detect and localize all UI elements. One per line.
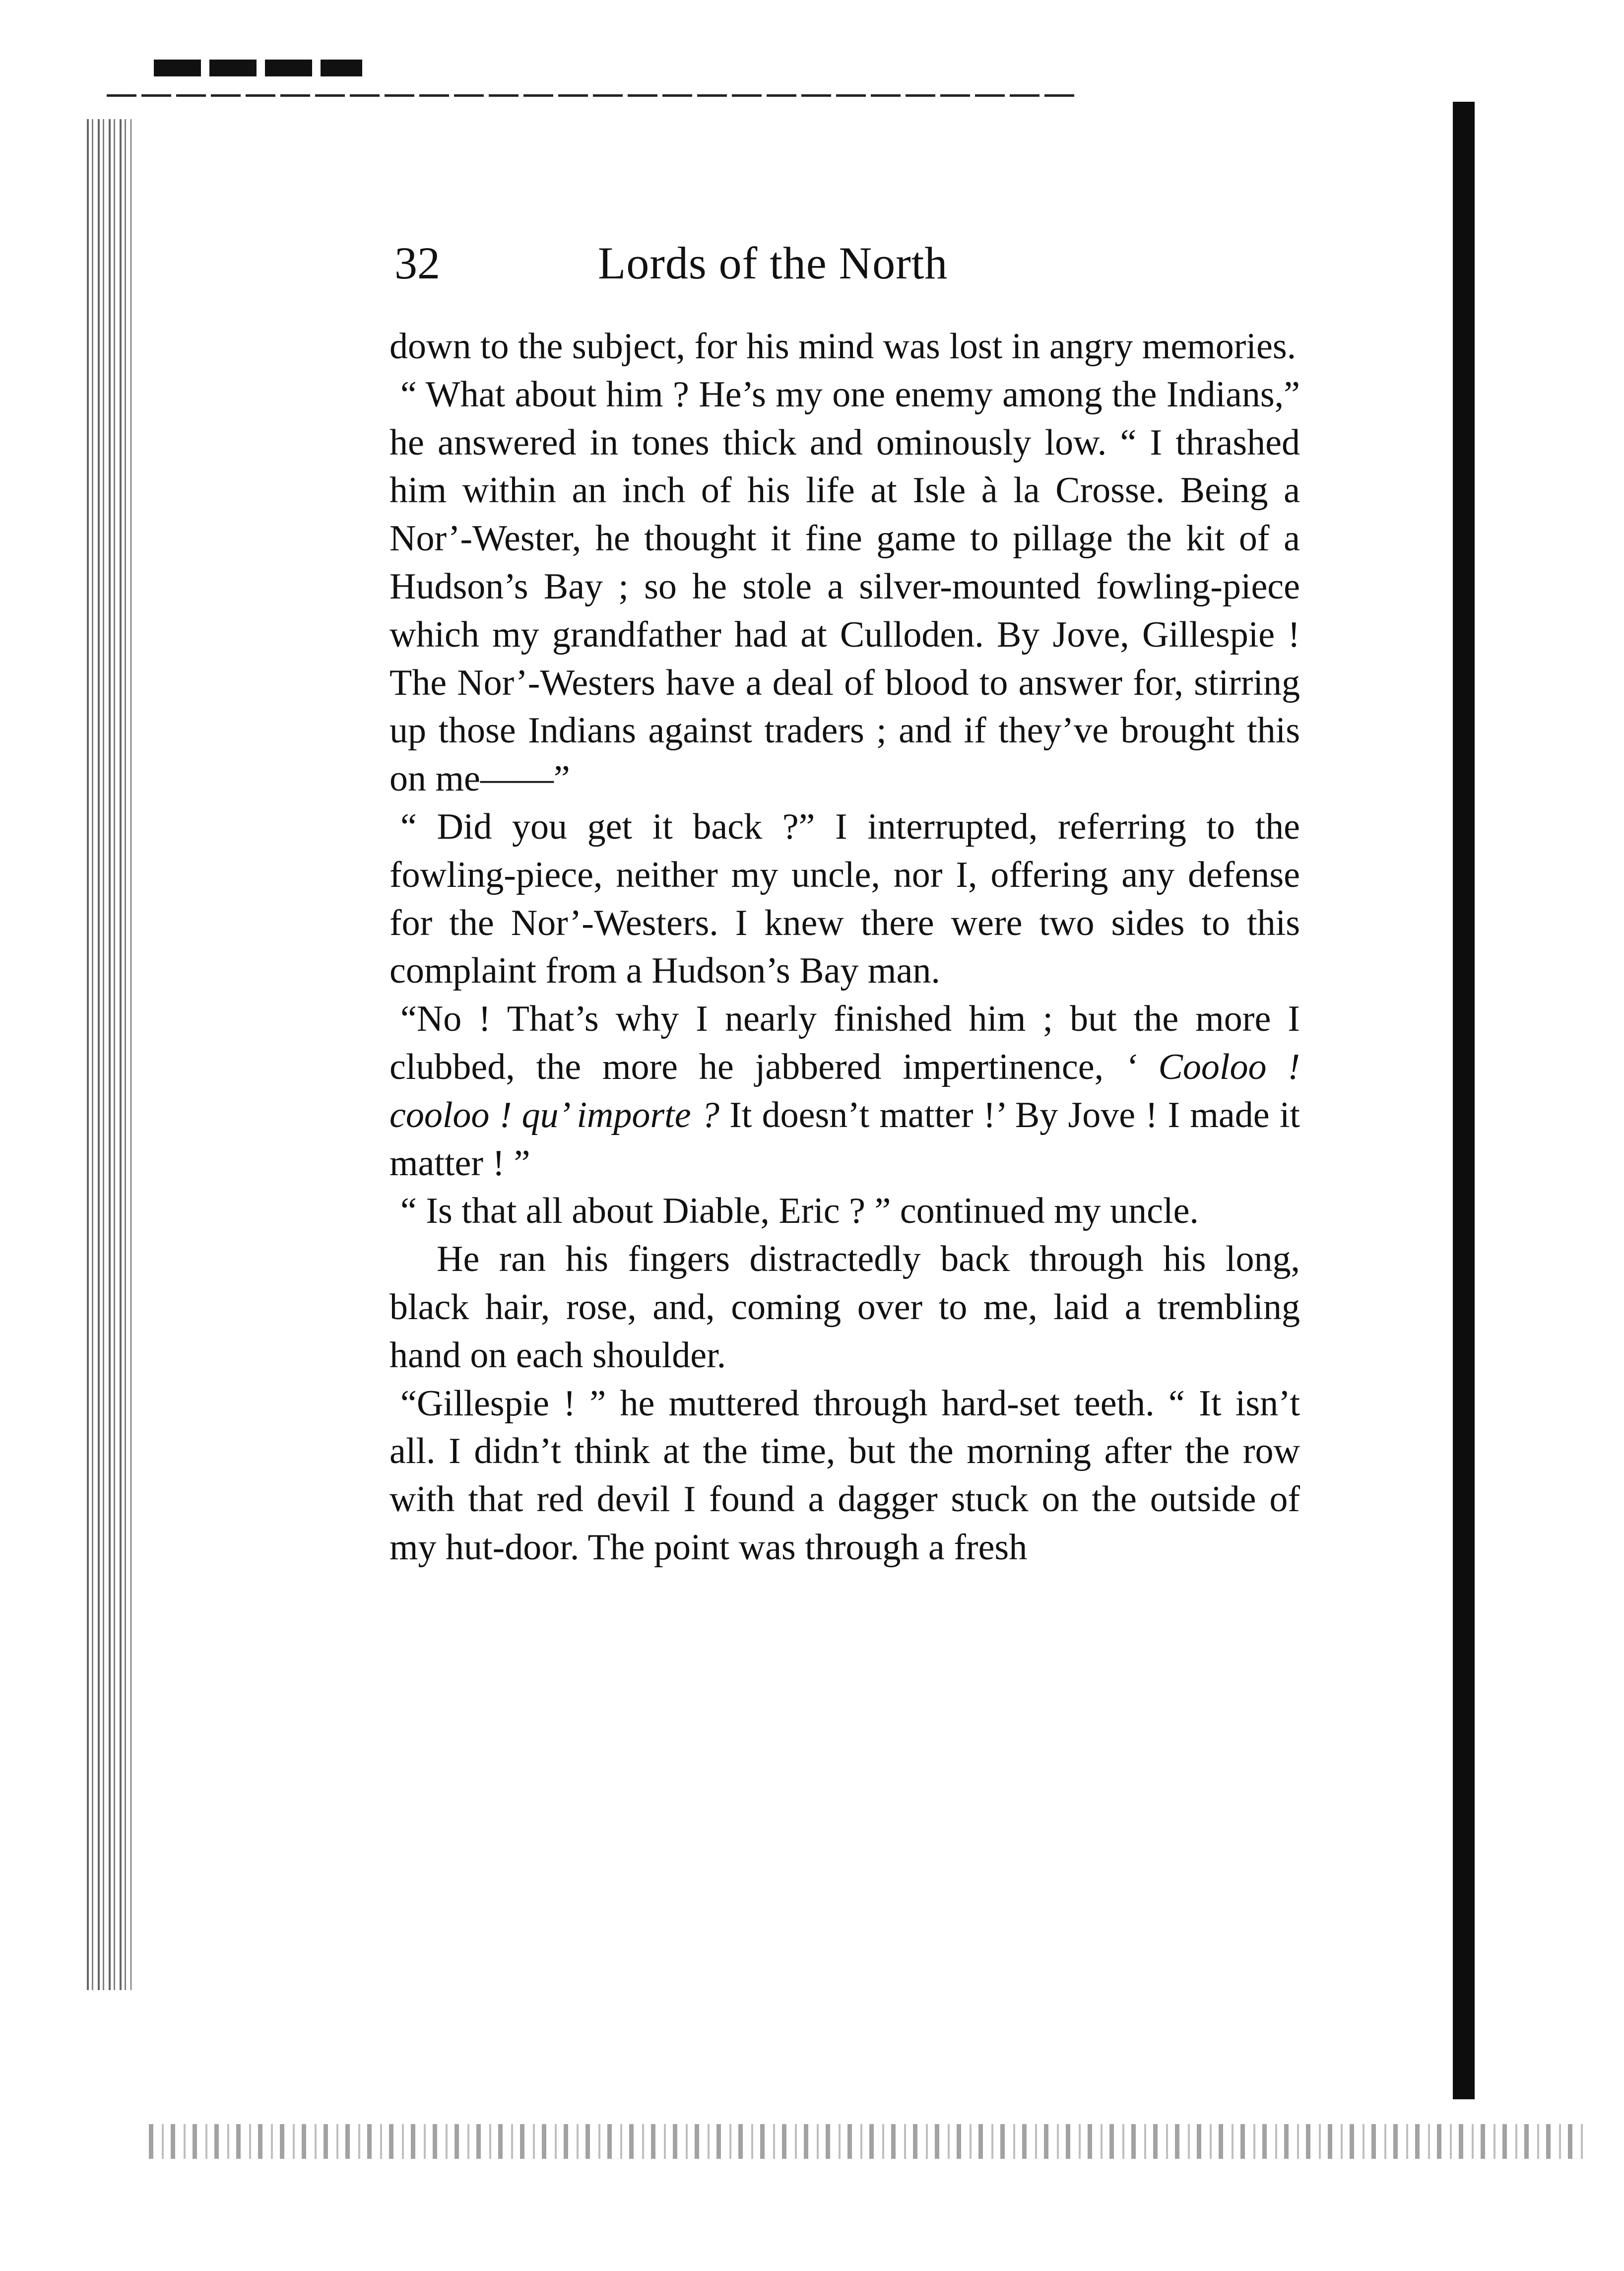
paragraph: down to the subject, for his mind was lost in angry memories. bbox=[390, 326, 1297, 367]
paragraph: “ What about him ? He’s my one enemy among the Indians,” he answered in tones thick and ominously low. “ I thrashed him within an inch of his life at Isle à la Crosse. Being a Nor’-Wester, he thought it fine game to pillage the kit of a Hudson’s Bay ; so he stole a silver-mounted fowling-piece which my grandfather had at Culloden. By Jove, Gillespie ! The Nor’-Westers have a deal of blood to answer for, stirring up those Indians against traders ; and if they’ve brought this on me——” bbox=[390, 374, 1300, 800]
paragraph: “ Did you get it back ?” I interrupted, referring to the fowling-piece, neither my uncle, nor I, offering any defense for the Nor’-Westers. I knew there were two sides to this complaint from a Hudson’s Bay man. bbox=[390, 806, 1300, 992]
scan-binding-edge bbox=[87, 119, 131, 1990]
page-number: 32 bbox=[394, 238, 440, 288]
italic-quote: ‘ Cooloo ! cooloo ! qu’ importe ? bbox=[390, 1046, 1300, 1136]
scan-top-rule bbox=[107, 94, 1079, 97]
paragraph-text: “No ! That’s why I nearly finished him ; but the more I clubbed, the more he jabbered impertinence, bbox=[390, 999, 1300, 1087]
running-head bbox=[390, 233, 1300, 293]
scan-bottom-edge bbox=[149, 2124, 1588, 2159]
body-text bbox=[390, 323, 1300, 1572]
paragraph bbox=[390, 995, 1300, 1187]
scan-margin-mark bbox=[154, 60, 362, 76]
scan-right-edge-bar bbox=[1453, 102, 1475, 2099]
paragraph-text: It doesn’t matter !’ By Jove ! I made it matter ! ” bbox=[390, 1094, 1300, 1184]
paragraph: He ran his fingers distractedly back through his long, black hair, rose, and, coming over to me, laid a trembling hand on each shoulder. bbox=[390, 1239, 1300, 1376]
paragraph: “Gillespie ! ” he muttered through hard-set teeth. “ It isn’t all. I didn’t think at the time, but the morning after the row with that red devil I found a dagger stuck on the outside of my hut-door. The point was through a fresh bbox=[390, 1383, 1300, 1568]
paragraph: “ Is that all about Diable, Eric ? ” continued my uncle. bbox=[400, 1191, 1199, 1232]
book-page bbox=[390, 233, 1300, 1572]
running-title: Lords of the North bbox=[598, 238, 948, 288]
